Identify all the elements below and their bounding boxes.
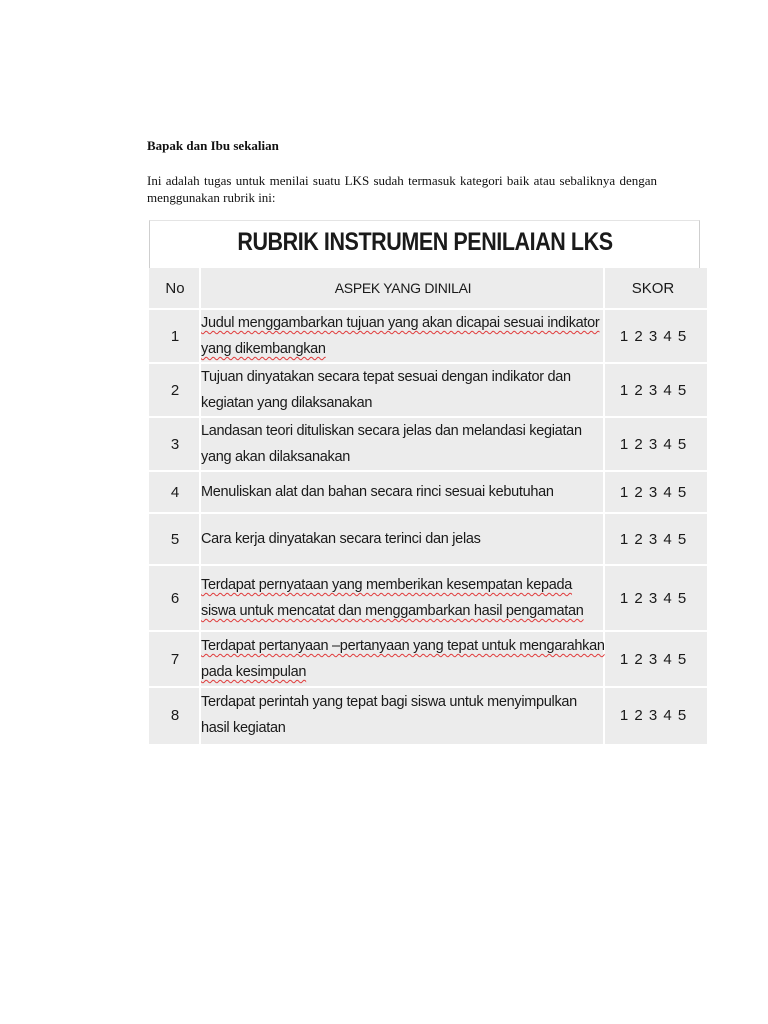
intro-paragraph: Ini adalah tugas untuk menilai suatu LKS sudah termasuk kategori baik atau sebaliknya dengan menggunakan rubrik ini:	[147, 173, 657, 205]
row-aspek: Cara kerja dinyatakan secara terinci dan jelas	[201, 531, 481, 547]
table-row	[149, 418, 707, 470]
row-aspek: Tujuan dinyatakan secara tepat sesuai dengan indikator dan kegiatan yang dilaksanakan	[201, 369, 571, 411]
row-number: 6	[170, 589, 180, 607]
header-aspek: ASPEK YANG DINILAI	[334, 280, 472, 296]
row-score-options: 1 2 3 4 5	[619, 706, 687, 724]
row-score-options: 1 2 3 4 5	[619, 435, 687, 453]
header-skor: SKOR	[631, 279, 675, 297]
row-number: 7	[170, 650, 180, 668]
rubric-table	[149, 268, 707, 744]
row-score-options: 1 2 3 4 5	[619, 483, 687, 501]
table-row	[149, 566, 707, 630]
row-score-options: 1 2 3 4 5	[619, 381, 687, 399]
table-header-row	[149, 268, 707, 308]
table-row	[149, 514, 707, 564]
row-score-options: 1 2 3 4 5	[619, 530, 687, 548]
table-row	[149, 310, 707, 362]
row-number: 8	[170, 706, 180, 724]
table-row	[149, 472, 707, 512]
row-aspek: Terdapat pernyataan yang memberikan kesempatan kepada siswa untuk mencatat dan menggambarkan hasil pengamatan	[201, 577, 584, 619]
table-row	[149, 364, 707, 416]
row-aspek: Menuliskan alat dan bahan secara rinci sesuai kebutuhan	[201, 484, 554, 500]
row-number: 3	[170, 435, 180, 453]
row-number: 2	[170, 381, 180, 399]
rubric-image	[149, 220, 707, 744]
rubric-title: RUBRIK INSTRUMEN PENILAIAN LKS	[237, 228, 613, 256]
table-row	[149, 632, 707, 686]
row-number: 4	[170, 483, 180, 501]
row-aspek: Landasan teori dituliskan secara jelas dan melandasi kegiatan yang akan dilaksanakan	[201, 423, 582, 465]
row-score-options: 1 2 3 4 5	[619, 650, 687, 668]
header-no: No	[165, 279, 185, 297]
row-aspek: Terdapat perintah yang tepat bagi siswa untuk menyimpulkan hasil kegiatan	[201, 694, 577, 736]
row-score-options: 1 2 3 4 5	[619, 327, 687, 345]
row-number: 1	[170, 327, 180, 345]
row-number: 5	[170, 530, 180, 548]
greeting-heading: Bapak dan Ibu sekalian	[147, 138, 279, 153]
row-aspek: Judul menggambarkan tujuan yang akan dicapai sesuai indikator yang dikembangkan	[201, 315, 600, 357]
row-score-options: 1 2 3 4 5	[619, 589, 687, 607]
table-row	[149, 688, 707, 742]
row-aspek: Terdapat pertanyaan –pertanyaan yang tepat untuk mengarahkan pada kesimpulan	[201, 638, 605, 680]
